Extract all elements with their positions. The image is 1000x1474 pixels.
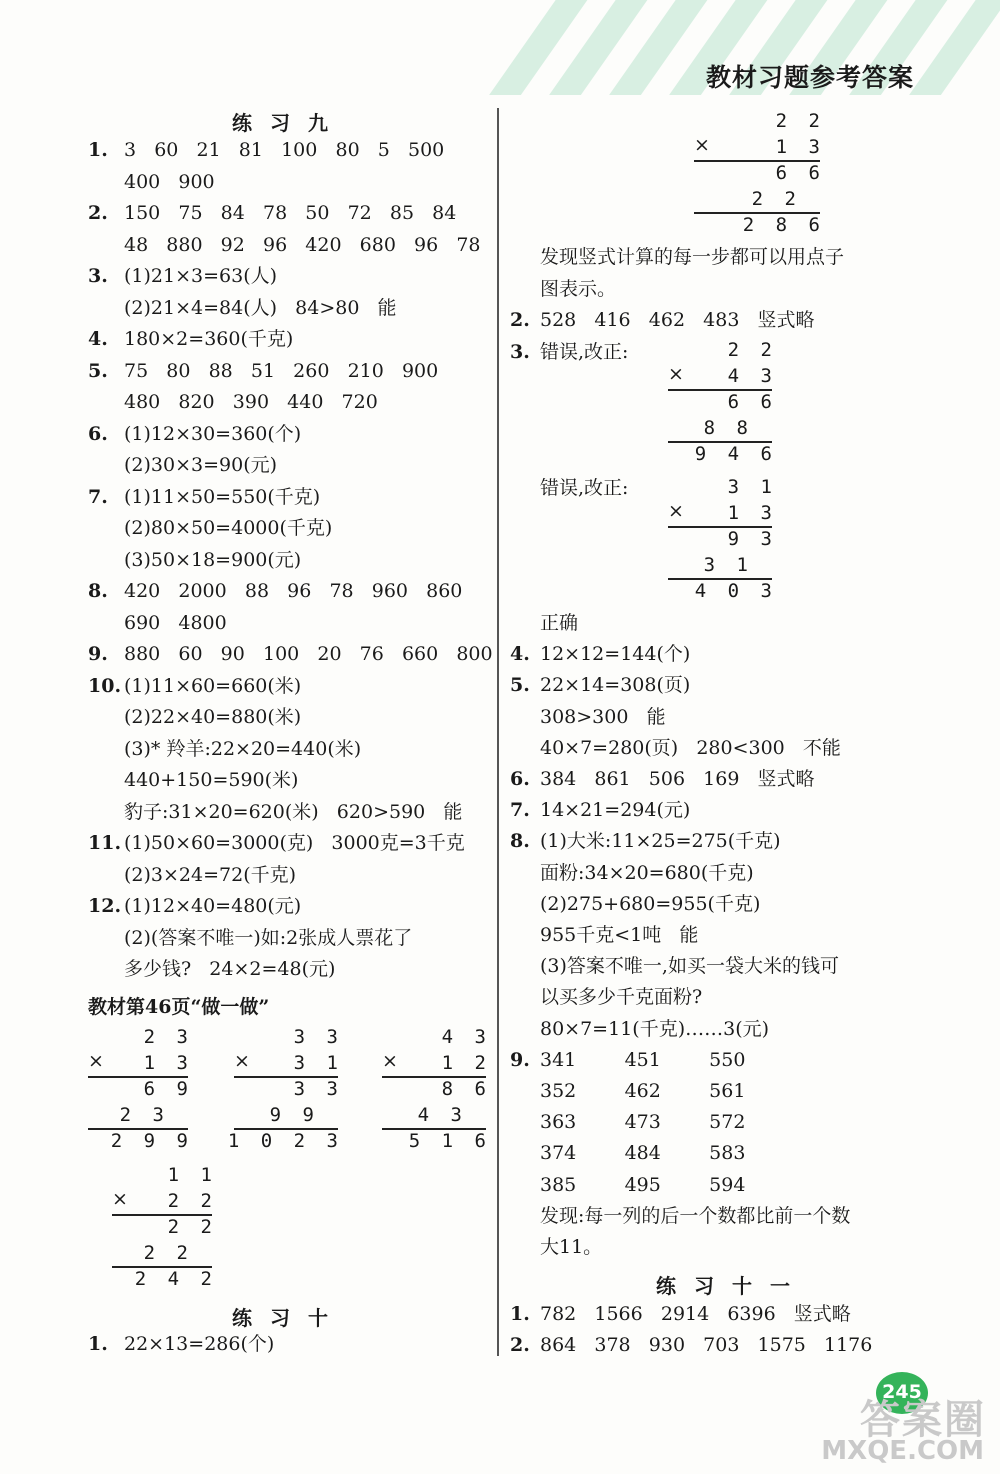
answer-line [88,233,481,257]
answer-text: 正确 [540,612,579,634]
answer-line [510,1141,745,1165]
answer-text: 528 416 462 483 竖式略 [540,309,815,331]
times-sign: × [112,1188,128,1210]
mult-line [694,160,820,162]
answer-text: 385 495 594 [540,1173,746,1196]
answer-line [510,277,616,301]
answer-text: 豹子:31×20=620(米) 620>590 能 [124,800,463,823]
mult-line [382,1076,486,1078]
times-sign: × [694,134,710,156]
answer-line [510,1204,850,1228]
mult-row-b: 2 2 [167,1190,217,1212]
mult-line [694,212,820,214]
answer-line [510,1235,602,1259]
mult-line [112,1266,212,1268]
answer-line [88,611,227,635]
answer-line [510,736,841,760]
answer-line [88,296,397,320]
mult-row-res: 2 9 9 [110,1130,193,1152]
item-number: 10. [88,674,122,697]
vertical-multiplication [668,476,777,606]
answer-line [88,170,215,194]
answer-text: 363 473 572 [540,1111,746,1134]
answer-text: 690 4800 [124,611,227,634]
answer-line [510,767,815,791]
section-title-11: 练习十一 [656,1274,808,1298]
mult-row-p2: 2 2 [751,188,801,210]
answer-line [510,829,781,853]
answer-line [88,642,493,666]
mult-line [668,389,772,391]
mult-row-res: 5 1 6 [408,1130,491,1152]
answer-text: 错误,改正: [540,340,629,363]
mult-line [382,1128,486,1130]
answer-text: (2)30×3=90(元) [124,454,278,476]
mult-row-b: 3 1 [293,1052,343,1074]
vertical-multiplication [227,1026,343,1156]
answer-line [510,245,844,269]
item-number: 2. [510,1334,530,1356]
mult-row-res: 2 8 6 [742,214,825,236]
answer-line [510,923,698,947]
answer-text: (2)(答案不唯一)如:2张成人票花了 [124,926,413,949]
mult-row-p1: 6 9 [143,1078,193,1100]
answer-text: 384 861 506 169 竖式略 [540,768,815,790]
answer-line [88,705,301,729]
answer-line [510,861,754,885]
mult-row-b: 1 3 [143,1052,193,1074]
answer-text: (1)12×40=480(元) [124,895,302,917]
answer-text: 12×12=144(个) [540,643,691,666]
mult-line [112,1214,212,1216]
watermark-logo: 答案圈 [860,1397,986,1443]
mult-row-b: 1 2 [441,1052,491,1074]
mult-row-a: 3 3 [293,1026,343,1048]
answer-text: (1)12×30=360(个) [124,422,302,445]
answer-line [88,579,462,603]
answer-line [510,642,690,666]
mult-row-b: 1 3 [727,502,777,524]
vertical-multiplication [112,1164,217,1294]
answer-line [88,1332,274,1356]
answer-line [510,892,760,916]
answer-text: 880 60 90 100 20 76 660 800 [124,643,493,665]
mult-row-p2: 2 2 [143,1242,193,1264]
textbook-heading: 教材第46页“做一做” [88,996,270,1018]
mult-row-a: 2 3 [143,1026,193,1048]
answer-text: 352 462 561 [540,1080,746,1102]
answer-text: 多少钱? 24×2=48(元) [124,958,336,980]
answer-line [510,1173,745,1197]
answer-line [88,201,456,225]
answer-line [88,390,378,414]
times-sign: × [668,500,684,522]
answer-line [88,516,332,540]
answer-text: (3)答案不唯一,如买一袋大米的钱可 [540,955,839,978]
answer-line [510,1079,745,1103]
mult-line [668,526,772,528]
answer-line [88,800,462,824]
mult-line [668,441,772,443]
answer-text: 75 80 88 51 260 210 900 [124,359,439,382]
answer-line [88,831,465,855]
item-number: 6. [88,422,108,445]
answer-text: 图表示。 [540,277,617,300]
answer-line [510,340,628,364]
item-number: 1. [88,1333,108,1355]
item-number: 3. [88,265,108,287]
answer-text: 420 2000 88 96 78 960 860 [124,580,463,602]
item-number: 4. [88,328,108,350]
answer-line [88,768,298,792]
answer-text: (3)* 羚羊:22×20=440(米) [124,737,362,760]
answer-line [88,863,296,887]
mult-line [234,1076,338,1078]
answer-line [510,1048,745,1072]
mult-row-a: 4 3 [441,1026,491,1048]
answer-text: (1)21×3=63(人) [124,265,278,287]
answer-text: 150 75 84 78 50 72 85 84 [124,202,457,224]
mult-row-p1: 2 2 [167,1216,217,1238]
answer-line [510,985,702,1009]
item-number: 1. [510,1303,530,1325]
answer-text: 发现竖式计算的每一步都可以用点子 [540,246,845,268]
item-number: 9. [510,1048,530,1071]
times-sign: × [234,1050,250,1072]
answer-line [510,673,690,697]
item-number: 9. [88,643,108,665]
mult-row-p1: 6 6 [727,391,777,413]
mult-line [234,1128,338,1130]
mult-row-res: 1 0 2 3 [227,1130,343,1152]
vertical-multiplication [694,110,825,240]
mult-row-p2: 8 8 [703,417,753,439]
answer-line [88,422,301,446]
answer-text: 22×14=308(页) [540,674,691,697]
answer-line [510,611,578,635]
answer-text: 14×21=294(元) [540,799,691,822]
answer-text: 以买多少千克面粉? [540,986,703,1009]
times-sign: × [668,363,684,385]
vertical-multiplication [668,339,777,469]
item-number: 4. [510,643,530,666]
answer-text: 大11。 [540,1236,603,1258]
answer-line [88,548,301,572]
item-number: 12. [88,895,122,917]
item-number: 6. [510,768,530,790]
answer-text: 180×2=360(千克) [124,328,294,350]
answer-text: (2)3×24=72(千克) [124,863,297,886]
answer-text: (1)11×60=660(米) [124,674,302,697]
mult-row-a: 3 1 [727,476,777,498]
mult-row-p2: 9 9 [269,1104,319,1126]
item-number: 2. [510,309,530,331]
vertical-multiplication [382,1026,491,1156]
answer-text: 955千克<1吨 能 [540,924,699,946]
answer-text: 440+150=590(米) [124,769,299,791]
mult-row-b: 4 3 [727,365,777,387]
mult-row-res: 4 0 3 [694,580,777,602]
answer-text: 341 451 550 [540,1048,746,1071]
item-number: 1. [88,139,108,161]
item-number: 5. [88,359,108,382]
answer-text: (2)275+680=955(千克) [540,892,761,915]
answer-text: 面粉:34×20=680(千克) [540,861,754,884]
answer-line [88,894,301,918]
mult-line [88,1128,188,1130]
answer-line [88,138,444,162]
answer-text: (1)大米:11×25=275(千克) [540,830,781,853]
answer-line [510,1302,851,1326]
item-number: 2. [88,202,108,224]
column-divider [497,108,499,1356]
section-title-10: 练习十 [232,1306,346,1330]
item-number: 7. [510,799,530,822]
answer-text: (1)50×60=3000(克) 3000克=3千克 [124,832,465,854]
answer-text: 80×7=11(千克)……3(元) [540,1017,770,1040]
watermark-url: MXQE.COM [821,1436,984,1466]
answer-line [88,359,438,383]
answer-line [88,485,320,509]
vertical-multiplication [88,1026,193,1156]
mult-row-p1: 9 3 [727,528,777,550]
answer-text: 400 900 [124,170,215,193]
answer-line [510,954,839,978]
answer-text: 374 484 583 [540,1142,746,1165]
times-sign: × [88,1050,104,1072]
answer-line [88,674,301,698]
item-number: 8. [88,580,108,602]
answer-line [510,798,690,822]
section-title-9: 练习九 [232,111,346,135]
mult-row-p1: 8 6 [441,1078,491,1100]
answer-line [510,1110,745,1134]
answer-line [88,327,293,351]
answer-line [88,957,335,981]
answer-text: 782 1566 2914 6396 竖式略 [540,1303,851,1325]
item-number: 8. [510,830,530,853]
answer-text: 308>300 能 [540,705,666,728]
item-number: 11. [88,832,122,854]
mult-row-p1: 3 3 [293,1078,343,1100]
page-number-badge: 245 [876,1372,928,1414]
mult-row-res: 9 4 6 [694,443,777,465]
answer-line [510,1017,769,1041]
mult-row-b: 1 3 [775,136,825,158]
error-correction-label: 错误,改正: [540,477,629,499]
answer-line [88,737,361,761]
mult-row-a: 2 2 [727,339,777,361]
item-number: 5. [510,674,530,697]
page-header-title: 教材习题参考答案 [705,63,914,92]
mult-row-a: 1 1 [167,1164,217,1186]
mult-line [88,1076,188,1078]
answer-line [510,705,666,729]
item-number: 7. [88,485,108,508]
answer-line [510,1333,872,1357]
mult-row-res: 2 4 2 [134,1268,217,1290]
answer-text: (1)11×50=550(千克) [124,485,321,508]
answer-text: 864 378 930 703 1575 1176 [540,1334,873,1356]
mult-row-p2: 2 3 [119,1104,169,1126]
times-sign: × [382,1050,398,1072]
mult-row-p2: 3 1 [703,554,753,576]
answer-text: (3)50×18=900(元) [124,548,302,571]
answer-text: 发现:每一列的后一个数都比前一个数 [540,1204,851,1227]
answer-line [88,926,412,950]
answer-text: (2)21×4=84(人) 84>80 能 [124,296,397,319]
mult-row-p2: 4 3 [417,1104,467,1126]
answer-line [88,264,277,288]
answer-text: 40×7=280(页) 280<300 不能 [540,736,841,759]
answer-line [510,308,815,332]
answer-text: (2)80×50=4000(千克) [124,517,333,539]
answer-text: (2)22×40=880(米) [124,706,302,728]
answer-text: 22×13=286(个) [124,1333,275,1355]
answer-text: 3 60 21 81 100 80 5 500 [124,139,445,161]
item-number: 3. [510,340,530,363]
mult-row-p1: 6 6 [775,162,825,184]
mult-row-a: 2 2 [775,110,825,132]
answer-line [88,453,277,477]
mult-line [668,578,772,580]
answer-text: 480 820 390 440 720 [124,391,378,413]
answer-text: 48 880 92 96 420 680 96 78 [124,233,481,256]
